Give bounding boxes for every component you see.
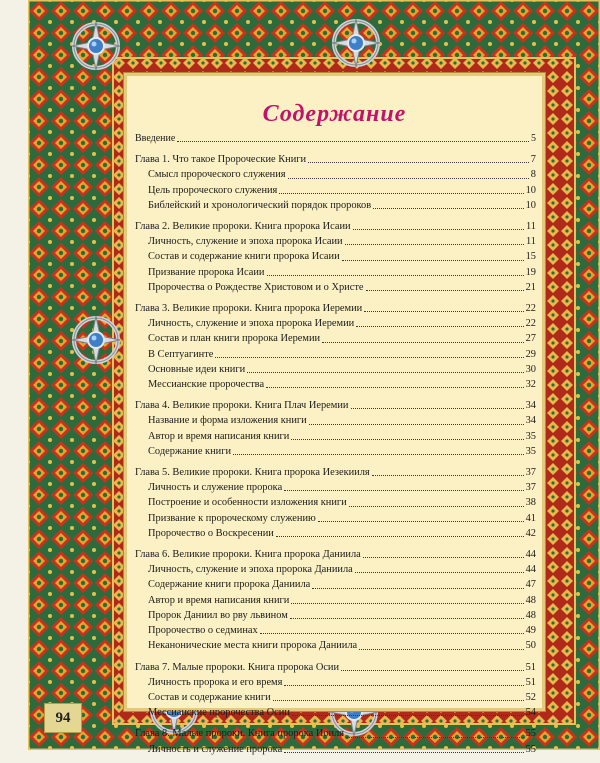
toc-subentry[interactable]	[135, 183, 536, 198]
dot-leader	[215, 357, 523, 358]
toc-entry-page: 42	[525, 527, 536, 539]
toc-subentry[interactable]	[135, 623, 536, 638]
toc-section	[135, 219, 536, 295]
toc-section	[135, 398, 536, 459]
toc-entry-title: Состав и план книги пророка Иеремии	[148, 333, 321, 345]
dot-leader	[288, 178, 529, 179]
toc-entry-page: 35	[525, 445, 536, 457]
dot-leader	[279, 193, 523, 194]
dot-leader	[351, 408, 524, 409]
toc-entry-page: 49	[525, 625, 536, 637]
toc-subentry[interactable]	[135, 167, 536, 182]
dot-leader	[346, 737, 524, 738]
toc-subentry[interactable]	[135, 690, 536, 705]
dot-leader	[363, 557, 524, 558]
toc-chapter-entry[interactable]	[135, 152, 536, 167]
toc-entry-page: 10	[525, 184, 536, 196]
toc-entry-page: 29	[525, 348, 536, 360]
toc-entry-page: 15	[525, 251, 536, 263]
dot-leader	[372, 475, 524, 476]
toc-entry-title: Личность, служение и эпоха пророка Даниила	[148, 564, 353, 576]
dot-leader	[267, 275, 524, 276]
toc-entry-title: Личность пророка и его время	[148, 676, 283, 688]
toc-chapter-entry[interactable]	[135, 465, 536, 480]
toc-entry-page: 11	[525, 221, 536, 233]
dot-leader	[373, 208, 523, 209]
toc-chapter-entry[interactable]	[135, 398, 536, 413]
dot-leader	[364, 311, 523, 312]
toc-chapter-entry[interactable]	[135, 660, 536, 675]
toc-entry-title: Содержание книги пророка Даниила	[148, 579, 311, 591]
toc-entry-page: 50	[525, 640, 536, 652]
toc-entry-page: 37	[525, 482, 536, 494]
toc-chapter-entry[interactable]	[135, 547, 536, 562]
toc-subentry[interactable]	[135, 705, 536, 720]
toc-subentry[interactable]	[135, 638, 536, 653]
toc-subentry[interactable]	[135, 347, 536, 362]
toc-entry-title: Построение и особенности изложения книги	[148, 497, 347, 509]
medallion-left-middle-icon	[70, 314, 122, 366]
dot-leader	[359, 649, 523, 650]
toc-subentry[interactable]	[135, 413, 536, 428]
toc-entry-page: 37	[525, 467, 536, 479]
dot-leader	[276, 536, 524, 537]
dot-leader	[260, 633, 524, 634]
page-title: Содержание	[262, 101, 407, 127]
dot-leader	[266, 387, 524, 388]
dot-leader	[292, 715, 524, 716]
dot-leader	[284, 490, 523, 491]
toc-entry-title: Неканонические места книги пророка Даниила	[148, 640, 358, 652]
toc-entry-title: Глава 7. Малые пророки. Книга пророка Осии	[135, 661, 340, 673]
toc-entry-page: 41	[525, 512, 536, 524]
toc-entry-title: Состав и содержание книги пророка Исаии	[148, 251, 340, 263]
dot-leader	[318, 521, 524, 522]
toc-subentry[interactable]	[135, 280, 536, 295]
toc-subentry[interactable]	[135, 265, 536, 280]
toc-entry-page: 54	[525, 707, 536, 719]
contents-panel	[123, 72, 546, 755]
toc-section	[135, 726, 536, 756]
toc-entry-title: Призвание к пророческому служению	[148, 512, 316, 524]
toc-subentry[interactable]	[135, 331, 536, 346]
toc-section	[135, 660, 536, 721]
dot-leader	[273, 700, 524, 701]
toc-chapter-entry[interactable]	[135, 301, 536, 316]
toc-entry-page: 48	[525, 594, 536, 606]
dot-leader	[349, 506, 524, 507]
toc-entry-title: Глава 2. Великие пророки. Книга пророка Исаии	[135, 221, 351, 233]
toc-entry-title: Пророк Даниил во рву львином	[148, 609, 288, 621]
toc-entry-title: Название и форма изложения книги	[148, 415, 307, 427]
toc-entry-page: 10	[525, 199, 536, 211]
dot-leader	[308, 162, 529, 163]
dot-leader	[291, 603, 523, 604]
toc-subentry[interactable]	[135, 249, 536, 264]
dot-leader	[290, 618, 524, 619]
toc-entry-page: 51	[525, 661, 536, 673]
toc-subentry[interactable]	[135, 608, 536, 623]
toc-subentry[interactable]	[135, 362, 536, 377]
dot-leader	[284, 752, 523, 753]
toc-entry-title: Глава 4. Великие пророки. Книга Плач Иеремии	[135, 400, 349, 412]
toc-entry-page: 44	[525, 564, 536, 576]
toc-subentry[interactable]	[135, 429, 536, 444]
dot-leader	[356, 326, 523, 327]
toc-entry-title: Состав и содержание книги	[148, 691, 271, 703]
toc-section	[135, 547, 536, 653]
toc-entry-title: Глава 6. Великие пророки. Книга пророка Даниила	[135, 549, 361, 561]
toc-entry-title: Личность, служение и эпоха пророка Исаии	[148, 236, 343, 248]
toc-subentry[interactable]	[135, 511, 536, 526]
page-number: 94	[44, 703, 82, 733]
toc-entry-page: 51	[525, 676, 536, 688]
toc-subentry[interactable]	[135, 480, 536, 495]
toc-entry-title: Глава 8. Малые пророки. Книга пророка Иоиля	[135, 728, 345, 740]
dot-leader	[284, 685, 523, 686]
toc-entry-title: Глава 3. Великие пророки. Книга пророка Иеремии	[135, 303, 363, 315]
toc-entry-title: Автор и время написания книги	[148, 594, 290, 606]
toc-entry-title: Смысл пророческого служения	[148, 169, 286, 181]
toc-entry-title: В Септуагинте	[148, 348, 214, 360]
toc-entry-title: Личность и служение пророка	[148, 482, 283, 494]
toc-entry-page: 11	[525, 236, 536, 248]
toc-subentry[interactable]	[135, 526, 536, 541]
dot-leader	[309, 424, 524, 425]
toc-subentry[interactable]	[135, 577, 536, 592]
toc-entry-page: 21	[525, 281, 536, 293]
toc-subentry[interactable]	[135, 675, 536, 690]
toc-entry-title: Пророчества о Рождестве Христовом и о Христе	[148, 281, 364, 293]
toc-entry-title: Пророчество о Воскресении	[148, 527, 274, 539]
dot-leader	[177, 141, 529, 142]
toc-entry-page: 34	[525, 400, 536, 412]
toc-entry-title: Автор и время написания книги	[148, 430, 290, 442]
dot-leader	[366, 290, 524, 291]
toc-entry-title: Содержание книги	[148, 445, 232, 457]
toc-subentry[interactable]	[135, 593, 536, 608]
dot-leader	[233, 454, 524, 455]
toc-chapter-entry[interactable]	[135, 219, 536, 234]
toc-entry-title: Введение	[135, 133, 176, 144]
toc-entry-page: 35	[525, 430, 536, 442]
toc-section	[135, 152, 536, 213]
toc-subentry[interactable]	[135, 742, 536, 757]
toc-subentry[interactable]	[135, 444, 536, 459]
toc-entry-page: 22	[525, 303, 536, 315]
toc-entry-title: Пророчество о седминах	[148, 625, 258, 637]
toc-subentry[interactable]	[135, 316, 536, 331]
medallion-top-center-icon	[330, 17, 382, 69]
dot-leader	[342, 260, 524, 261]
table-of-contents	[135, 131, 536, 763]
medallion-top-left-icon	[70, 20, 122, 72]
toc-entry-page: 55	[525, 743, 536, 755]
toc-entry-title: Цель пророческого служения	[148, 184, 278, 196]
toc-section	[135, 465, 536, 541]
toc-entry-title: Личность, служение и эпоха пророка Иеремии	[148, 318, 355, 330]
dot-leader	[291, 439, 523, 440]
toc-chapter-entry[interactable]	[135, 131, 536, 146]
toc-entry-page: 48	[525, 609, 536, 621]
dot-leader	[355, 572, 524, 573]
toc-subentry[interactable]	[135, 562, 536, 577]
toc-entry-title: Мессианские пророчества Осии	[148, 707, 290, 719]
toc-subentry[interactable]	[135, 234, 536, 249]
dot-leader	[322, 342, 524, 343]
toc-entry-page: 32	[525, 379, 536, 391]
toc-entry-title: Глава 1. Что такое Пророческие Книги	[135, 154, 307, 166]
toc-entry-page: 55	[525, 728, 536, 740]
toc-entry-page: 22	[525, 318, 536, 330]
toc-entry-page: 19	[525, 266, 536, 278]
toc-entry-title: Призвание пророка Исаии	[148, 266, 265, 278]
toc-section	[135, 301, 536, 392]
toc-subentry[interactable]	[135, 377, 536, 392]
toc-entry-page: 27	[525, 333, 536, 345]
toc-entry-title: Личность и служение пророка	[148, 743, 283, 755]
toc-entry-page: 8	[530, 169, 536, 181]
toc-entry-page: 47	[525, 579, 536, 591]
toc-entry-page: 52	[525, 691, 536, 703]
dot-leader	[345, 244, 524, 245]
toc-entry-page: 38	[525, 497, 536, 509]
toc-entry-page: 5	[531, 133, 536, 144]
toc-section	[135, 131, 536, 146]
dot-leader	[353, 229, 524, 230]
dot-leader	[247, 372, 523, 373]
toc-entry-page: 30	[525, 363, 536, 375]
toc-entry-page: 7	[530, 154, 536, 166]
dot-leader	[312, 588, 523, 589]
toc-entry-title: Библейский и хронологический порядок пророков	[148, 199, 372, 211]
toc-entry-page: 44	[525, 549, 536, 561]
dot-leader	[341, 670, 524, 671]
toc-subentry[interactable]	[135, 198, 536, 213]
toc-entry-title: Мессианские пророчества	[148, 379, 265, 391]
toc-subentry[interactable]	[135, 495, 536, 510]
toc-entry-title: Основные идеи книги	[148, 363, 246, 375]
toc-entry-page: 34	[525, 415, 536, 427]
toc-chapter-entry[interactable]	[135, 726, 536, 741]
toc-entry-title: Глава 5. Великие пророки. Книга пророка Иезекииля	[135, 467, 370, 479]
